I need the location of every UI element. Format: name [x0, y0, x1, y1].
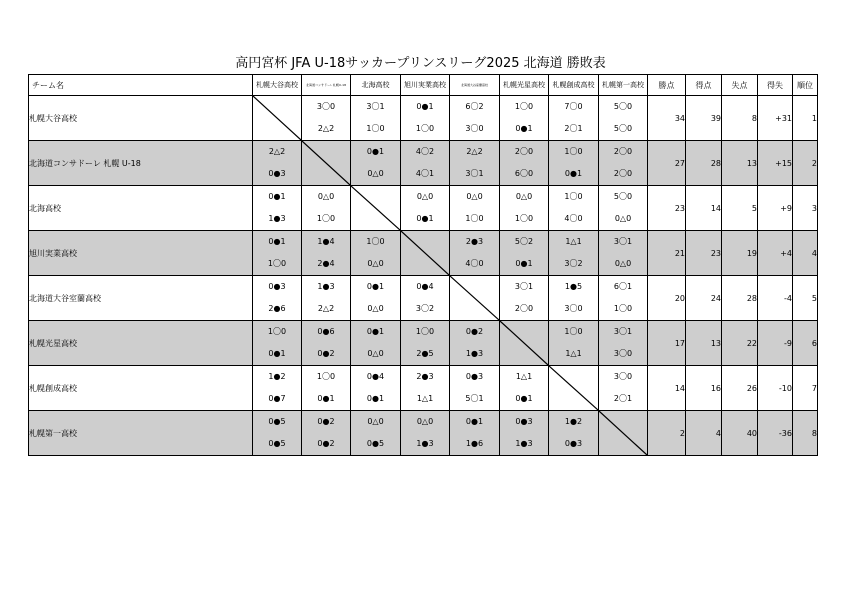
- first-leg-score: 0●1: [416, 102, 434, 111]
- second-leg-score: 2△2: [317, 124, 335, 133]
- goal-diff-cell: +9: [758, 186, 793, 231]
- points-cell: 2: [648, 411, 686, 456]
- second-leg-score: 0●1: [416, 214, 434, 223]
- first-leg-score: 0●6: [317, 327, 335, 336]
- first-leg-score: 0△0: [416, 192, 434, 201]
- points-cell: 34: [648, 96, 686, 141]
- first-leg-score: 0●1: [366, 147, 385, 156]
- second-leg-score: 1〇0: [366, 124, 385, 133]
- first-leg-score: 1〇0: [316, 372, 336, 381]
- goal-diff-cell: +31: [758, 96, 793, 141]
- first-leg-score: 0●1: [268, 192, 286, 201]
- points-header: 勝点: [648, 75, 686, 96]
- match-result-cell: [351, 141, 401, 186]
- opponent-header: 北海道コンサドーレ札幌U-18: [302, 75, 351, 96]
- second-leg-score: 2●6: [268, 304, 286, 313]
- goals-for-cell: 16: [686, 366, 722, 411]
- rank-cell: 5: [793, 276, 818, 321]
- first-leg-score: 0△0: [466, 192, 483, 201]
- first-leg-score: 1〇0: [564, 147, 583, 156]
- second-leg-score: 1●3: [465, 349, 484, 358]
- match-result-cell: [549, 276, 599, 321]
- first-leg-score: 0●4: [416, 282, 434, 291]
- second-leg-score: 1〇0: [415, 124, 435, 133]
- goals-against-cell: 40: [722, 411, 758, 456]
- first-leg-score: 1〇0: [514, 102, 534, 111]
- goals-for-cell: 4: [686, 411, 722, 456]
- table-row: [29, 321, 818, 366]
- diagonal-line: [351, 186, 400, 230]
- second-leg-score: 4〇0: [564, 214, 583, 223]
- first-leg-score: 0△0: [416, 417, 434, 426]
- team-name-cell: 旭川実業高校: [29, 231, 253, 276]
- second-leg-score: 3〇0: [613, 349, 633, 358]
- second-leg-score: 0●5: [268, 439, 286, 448]
- match-result-cell: [500, 276, 549, 321]
- goals-for-cell: 28: [686, 141, 722, 186]
- rank-cell: 3: [793, 186, 818, 231]
- goals-against-cell: 22: [722, 321, 758, 366]
- goals-for-cell: 39: [686, 96, 722, 141]
- second-leg-score: 6〇0: [514, 169, 534, 178]
- page-title: 高円宮杯 JFA U-18サッカープリンスリーグ2025 北海道 勝敗表: [235, 56, 606, 71]
- second-leg-score: 2●4: [317, 259, 335, 268]
- second-leg-score: 0●1: [317, 394, 335, 403]
- first-leg-score: 1〇0: [564, 192, 583, 201]
- second-leg-score: 1〇0: [514, 214, 534, 223]
- match-result-cell: [549, 321, 599, 366]
- first-leg-score: 3〇1: [514, 282, 534, 291]
- rank-cell: 7: [793, 366, 818, 411]
- opponent-header: 札幌創成高校: [549, 75, 599, 96]
- goals-for-cell: 13: [686, 321, 722, 366]
- first-leg-score: 0●1: [366, 327, 385, 336]
- match-result-cell: [351, 411, 401, 456]
- match-result-cell: [302, 231, 351, 276]
- table-row: [29, 411, 818, 456]
- match-result-cell: [599, 276, 648, 321]
- table-header: [29, 75, 818, 96]
- goals-against-cell: 5: [722, 186, 758, 231]
- match-result-cell: [253, 366, 302, 411]
- first-leg-score: 5〇0: [613, 102, 633, 111]
- second-leg-score: 0●7: [268, 394, 286, 403]
- first-leg-score: 0●1: [268, 237, 286, 246]
- rank-cell: 6: [793, 321, 818, 366]
- match-result-cell: [599, 141, 648, 186]
- goal-diff-cell: +4: [758, 231, 793, 276]
- second-leg-score: 0●1: [515, 259, 533, 268]
- second-leg-score: 0●1: [268, 349, 286, 358]
- match-result-cell: [302, 411, 351, 456]
- match-result-cell: [549, 411, 599, 456]
- second-leg-score: 1●3: [515, 439, 533, 448]
- team-name-cell: 札幌創成高校: [29, 366, 253, 411]
- first-leg-score: 5〇2: [514, 237, 534, 246]
- points-cell: 14: [648, 366, 686, 411]
- opponent-header: 札幌光星高校: [500, 75, 549, 96]
- first-leg-score: 0●4: [366, 372, 385, 381]
- second-leg-score: 1〇0: [613, 304, 633, 313]
- first-leg-score: 7〇0: [564, 102, 583, 111]
- second-leg-score: 0●1: [366, 394, 385, 403]
- goals-against-cell: 13: [722, 141, 758, 186]
- first-leg-score: 0△0: [515, 192, 533, 201]
- second-leg-score: 0△0: [367, 304, 384, 313]
- first-leg-score: 1〇0: [366, 237, 385, 246]
- table-row: [29, 366, 818, 411]
- self-match-cell: [549, 366, 599, 411]
- match-result-cell: [253, 186, 302, 231]
- second-leg-score: 1●3: [268, 214, 286, 223]
- first-leg-score: 1●3: [317, 282, 335, 291]
- second-leg-score: 0△0: [614, 259, 632, 268]
- first-leg-score: 1△1: [515, 372, 533, 381]
- first-leg-score: 2〇0: [514, 147, 534, 156]
- opponent-header: 北海高校: [351, 75, 401, 96]
- standings-table: [28, 74, 818, 456]
- first-leg-score: 2△2: [466, 147, 483, 156]
- diagonal-line: [450, 276, 499, 320]
- table-body: [29, 96, 818, 456]
- second-leg-score: 3〇0: [564, 304, 583, 313]
- diagonal-line: [302, 141, 350, 185]
- match-result-cell: [401, 276, 450, 321]
- diagonal-line: [253, 96, 301, 140]
- rank-cell: 8: [793, 411, 818, 456]
- first-leg-score: 1●2: [268, 372, 286, 381]
- goal-diff-cell: -4: [758, 276, 793, 321]
- second-leg-score: 1〇0: [316, 214, 336, 223]
- opponent-header: 札幌大谷高校: [253, 75, 302, 96]
- first-leg-score: 0△0: [367, 417, 384, 426]
- match-result-cell: [253, 276, 302, 321]
- first-leg-score: 4〇2: [415, 147, 435, 156]
- second-leg-score: 1〇0: [267, 259, 287, 268]
- self-match-cell: [599, 411, 648, 456]
- opponent-header: 旭川実業高校: [401, 75, 450, 96]
- first-leg-score: 2●3: [465, 237, 484, 246]
- match-result-cell: [253, 231, 302, 276]
- match-result-cell: [401, 366, 450, 411]
- second-leg-score: 2●5: [416, 349, 434, 358]
- second-leg-score: 0●2: [317, 349, 335, 358]
- first-leg-score: 1●5: [564, 282, 583, 291]
- goal-diff-cell: -36: [758, 411, 793, 456]
- opponent-header: 北海道大谷室蘭高校: [450, 75, 500, 96]
- goals-against-header: 失点: [722, 75, 758, 96]
- match-result-cell: [351, 96, 401, 141]
- rank-cell: 2: [793, 141, 818, 186]
- match-result-cell: [302, 321, 351, 366]
- team-name-cell: 北海高校: [29, 186, 253, 231]
- self-match-cell: [351, 186, 401, 231]
- match-result-cell: [599, 321, 648, 366]
- second-leg-score: 4〇1: [415, 169, 435, 178]
- first-leg-score: 2〇0: [613, 147, 633, 156]
- match-result-cell: [302, 276, 351, 321]
- second-leg-score: 2〇1: [613, 394, 633, 403]
- match-result-cell: [253, 321, 302, 366]
- second-leg-score: 2△2: [317, 304, 335, 313]
- table-row: [29, 231, 818, 276]
- goals-for-cell: 24: [686, 276, 722, 321]
- match-result-cell: [549, 141, 599, 186]
- match-result-cell: [401, 321, 450, 366]
- rank-header: 順位: [793, 75, 818, 96]
- team-name-cell: 札幌光星高校: [29, 321, 253, 366]
- self-match-cell: [302, 141, 351, 186]
- match-result-cell: [302, 366, 351, 411]
- match-result-cell: [351, 366, 401, 411]
- team-name-cell: 北海道コンサドーレ 札幌 U-18: [29, 141, 253, 186]
- first-leg-score: 1●4: [317, 237, 335, 246]
- table-row: [29, 186, 818, 231]
- points-cell: 27: [648, 141, 686, 186]
- first-leg-score: 0●2: [465, 327, 484, 336]
- first-leg-score: 3〇1: [366, 102, 385, 111]
- points-cell: 23: [648, 186, 686, 231]
- goals-against-cell: 26: [722, 366, 758, 411]
- match-result-cell: [351, 231, 401, 276]
- team-name-cell: 北海道大谷室蘭高校: [29, 276, 253, 321]
- first-leg-score: 0●2: [317, 417, 335, 426]
- match-result-cell: [450, 186, 500, 231]
- second-leg-score: 0△0: [367, 349, 384, 358]
- match-result-cell: [401, 96, 450, 141]
- first-leg-score: 1△1: [565, 237, 582, 246]
- match-result-cell: [253, 411, 302, 456]
- second-leg-score: 5〇1: [465, 394, 484, 403]
- second-leg-score: 1●3: [416, 439, 434, 448]
- match-result-cell: [599, 186, 648, 231]
- points-cell: 20: [648, 276, 686, 321]
- first-leg-score: 6〇1: [613, 282, 633, 291]
- goals-for-cell: 14: [686, 186, 722, 231]
- first-leg-score: 0△0: [317, 192, 335, 201]
- match-result-cell: [450, 366, 500, 411]
- first-leg-score: 2●3: [416, 372, 434, 381]
- second-leg-score: 3〇0: [465, 124, 484, 133]
- diagonal-line: [549, 366, 598, 410]
- second-leg-score: 3〇2: [564, 259, 583, 268]
- goals-against-cell: 8: [722, 96, 758, 141]
- first-leg-score: 0●3: [465, 372, 484, 381]
- goal-diff-cell: -10: [758, 366, 793, 411]
- second-leg-score: 0●3: [268, 169, 286, 178]
- first-leg-score: 0●3: [515, 417, 533, 426]
- second-leg-score: 0△0: [367, 169, 384, 178]
- second-leg-score: 2〇0: [613, 169, 633, 178]
- match-result-cell: [500, 186, 549, 231]
- second-leg-score: 1△1: [416, 394, 434, 403]
- self-match-cell: [401, 231, 450, 276]
- points-cell: 21: [648, 231, 686, 276]
- goal-diff-cell: -9: [758, 321, 793, 366]
- match-result-cell: [549, 231, 599, 276]
- first-leg-score: 1●2: [564, 417, 583, 426]
- self-match-cell: [253, 96, 302, 141]
- second-leg-score: 0●1: [564, 169, 583, 178]
- table-row: [29, 96, 818, 141]
- match-result-cell: [253, 141, 302, 186]
- second-leg-score: 3〇1: [465, 169, 484, 178]
- goals-against-cell: 19: [722, 231, 758, 276]
- first-leg-score: 1〇0: [564, 327, 583, 336]
- match-result-cell: [500, 96, 549, 141]
- goals-against-cell: 28: [722, 276, 758, 321]
- match-result-cell: [500, 411, 549, 456]
- first-leg-score: 0●1: [366, 282, 385, 291]
- second-leg-score: 0△0: [367, 259, 384, 268]
- second-leg-score: 2〇1: [564, 124, 583, 133]
- second-leg-score: 1△1: [565, 349, 582, 358]
- match-result-cell: [599, 366, 648, 411]
- self-match-cell: [450, 276, 500, 321]
- first-leg-score: 0●3: [268, 282, 286, 291]
- rank-cell: 1: [793, 96, 818, 141]
- first-leg-score: 3〇1: [613, 237, 633, 246]
- second-leg-score: 4〇0: [465, 259, 484, 268]
- match-result-cell: [549, 96, 599, 141]
- match-result-cell: [599, 96, 648, 141]
- first-leg-score: 0●5: [268, 417, 286, 426]
- team-name-cell: 札幌第一高校: [29, 411, 253, 456]
- match-result-cell: [450, 141, 500, 186]
- match-result-cell: [401, 411, 450, 456]
- self-match-cell: [500, 321, 549, 366]
- match-result-cell: [500, 366, 549, 411]
- rank-cell: 4: [793, 231, 818, 276]
- goal-diff-header: 得失: [758, 75, 793, 96]
- first-leg-score: 1〇0: [267, 327, 287, 336]
- match-result-cell: [351, 321, 401, 366]
- second-leg-score: 1●6: [465, 439, 484, 448]
- diagonal-line: [401, 231, 449, 275]
- second-leg-score: 2〇0: [514, 304, 534, 313]
- match-result-cell: [450, 321, 500, 366]
- team-name-cell: 札幌大谷高校: [29, 96, 253, 141]
- first-leg-score: 3〇1: [613, 327, 633, 336]
- table-row: [29, 141, 818, 186]
- points-cell: 17: [648, 321, 686, 366]
- match-result-cell: [500, 141, 549, 186]
- first-leg-score: 3〇0: [613, 372, 633, 381]
- match-result-cell: [401, 141, 450, 186]
- first-leg-score: 2△2: [268, 147, 286, 156]
- match-result-cell: [401, 186, 450, 231]
- first-leg-score: 1〇0: [415, 327, 435, 336]
- match-result-cell: [599, 231, 648, 276]
- second-leg-score: 0●1: [515, 124, 533, 133]
- match-result-cell: [302, 186, 351, 231]
- match-result-cell: [450, 96, 500, 141]
- first-leg-score: 6〇2: [465, 102, 484, 111]
- second-leg-score: 1〇0: [465, 214, 484, 223]
- second-leg-score: 5〇0: [613, 124, 633, 133]
- goal-diff-cell: +15: [758, 141, 793, 186]
- second-leg-score: 0●1: [515, 394, 533, 403]
- team-column-header: チーム名: [29, 75, 253, 96]
- match-result-cell: [450, 231, 500, 276]
- match-result-cell: [500, 231, 549, 276]
- match-result-cell: [302, 96, 351, 141]
- second-leg-score: 0●5: [366, 439, 385, 448]
- diagonal-line: [599, 411, 647, 455]
- second-leg-score: 0△0: [614, 214, 632, 223]
- second-leg-score: 3〇2: [415, 304, 435, 313]
- table-row: [29, 276, 818, 321]
- match-result-cell: [549, 186, 599, 231]
- diagonal-line: [500, 321, 548, 365]
- opponent-header: 札幌第一高校: [599, 75, 648, 96]
- match-result-cell: [351, 276, 401, 321]
- second-leg-score: 0●2: [317, 439, 335, 448]
- match-result-cell: [450, 411, 500, 456]
- second-leg-score: 0●3: [564, 439, 583, 448]
- goals-for-cell: 23: [686, 231, 722, 276]
- first-leg-score: 3〇0: [316, 102, 336, 111]
- first-leg-score: 5〇0: [613, 192, 633, 201]
- first-leg-score: 0●1: [465, 417, 484, 426]
- goals-for-header: 得点: [686, 75, 722, 96]
